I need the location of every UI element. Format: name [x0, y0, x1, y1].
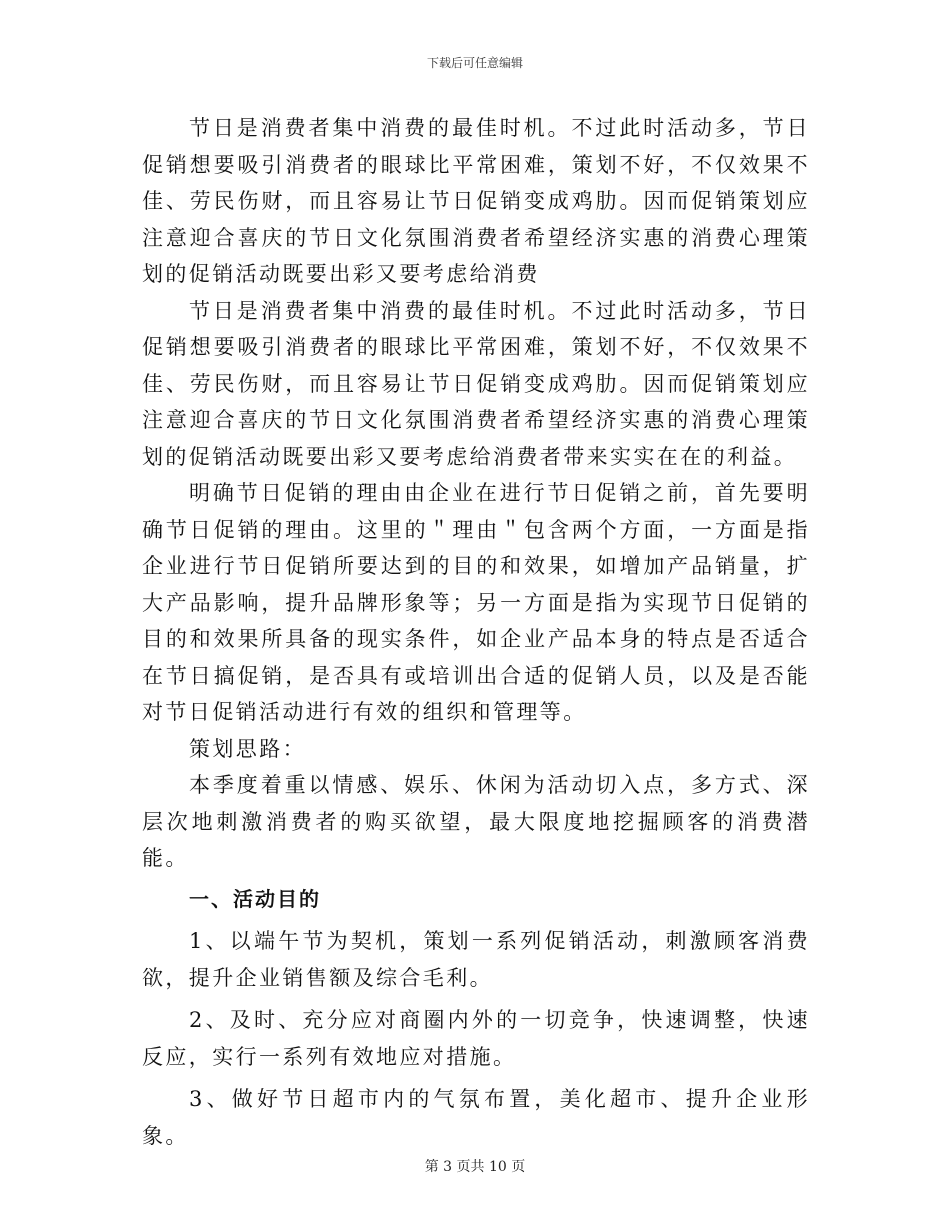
list-item: 3、做好节日超市内的气氛布置，美化超市、提升企业形象。	[142, 1087, 810, 1148]
section-heading: 一、活动目的	[189, 886, 321, 911]
paragraph-plan-idea: 本季度着重以情感、娱乐、休闲为活动切入点，多方式、深层次地刺激消费者的购买欲望，最大限度地挖掘顾客的消费潜能。	[142, 773, 810, 870]
paragraph-intro: 节日是消费者集中消费的最佳时机。不过此时活动多，节日促销想要吸引消费者的眼球比平常困难，策划不好，不仅效果不佳、劳民伤财，而且容易让节日促销变成鸡肋。因而促销策划应注意迎合喜庆的节日文化氛围消费者希望经济实惠的消费心理策划的促销活动既要出彩又要考虑给消费	[142, 116, 810, 286]
list-item: 1、以端午节为契机，策划一系列促销活动，刺激顾客消费欲，提升企业销售额及综合毛利。	[142, 929, 810, 990]
paragraph-plan-label: 策划思路：	[189, 736, 306, 761]
page-header: 下载后可任意编辑	[426, 56, 523, 70]
page-footer: 第 3 页共 10 页	[424, 1159, 526, 1175]
list-item: 2、及时、充分应对商圈内外的一切竞争，快速调整，快速反应，实行一系列有效地应对措施。	[142, 1008, 810, 1069]
paragraph-intro-repeat: 节日是消费者集中消费的最佳时机。不过此时活动多，节日促销想要吸引消费者的眼球比平常困难，策划不好，不仅效果不佳、劳民伤财，而且容易让节日促销变成鸡肋。因而促销策划应注意迎合喜庆的节日文化氛围消费者希望经济实惠的消费心理策划的促销活动既要出彩又要考虑给消费者带来实实在在的利益。	[142, 298, 810, 469]
document-body	[142, 110, 810, 1154]
paragraph-promotion-reason: 明确节日促销的理由由企业在进行节日促销之前，首先要明确节日促销的理由。这里的＂理由＂包含两个方面，一方面是指企业进行节日促销所要达到的目的和效果，如增加产品销量，扩大产品影响，提升品牌形象等；另一方面是指为实现节日促销的目的和效果所具备的现实条件，如企业产品本身的特点是否适合在节日搞促销，是否具有或培训出合适的促销人员，以及是否能对节日促销活动进行有效的组织和管理等。	[142, 481, 810, 724]
